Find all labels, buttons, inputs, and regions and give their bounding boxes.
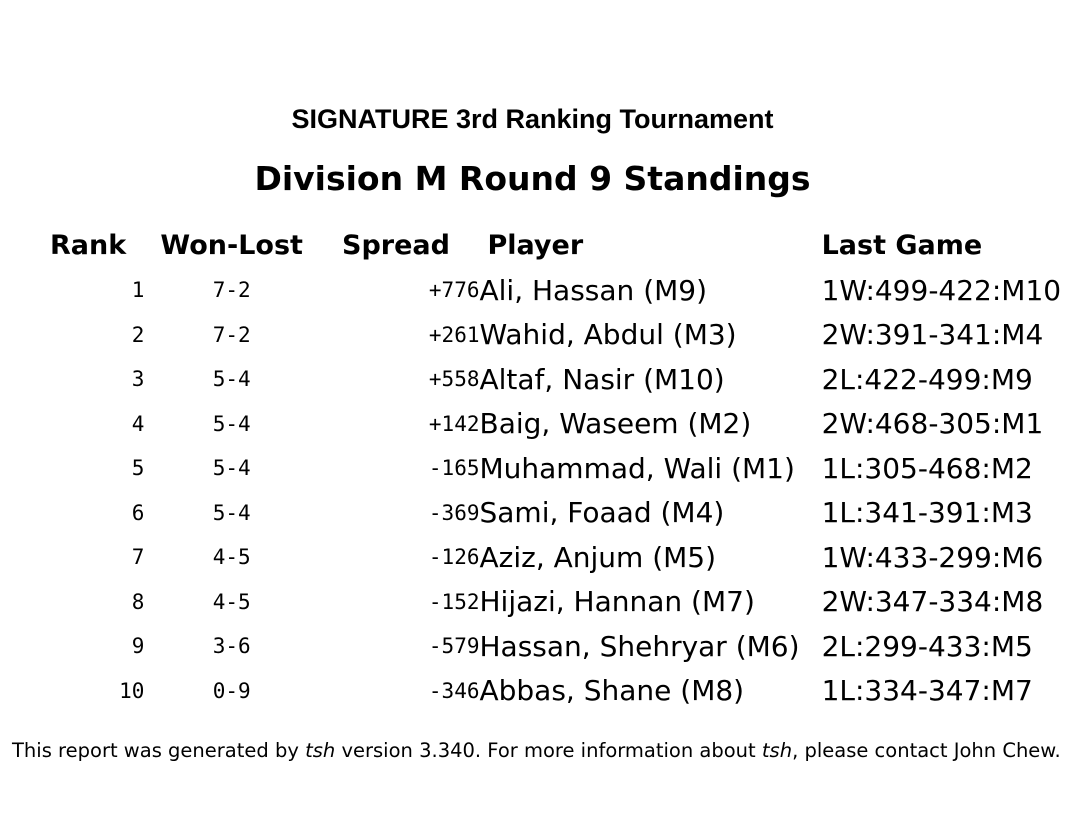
column-header-spread: Spread (342, 229, 450, 261)
footer-text-middle: version 3.340. For more information about (335, 739, 762, 762)
footer-note (12, 738, 1072, 764)
cell-last-game: 2W:347-334:M8 (821, 585, 1044, 619)
cell-player: Aziz, Anjum (M5) (479, 540, 717, 574)
cell-won-lost: 4-5 (212, 545, 251, 570)
cell-won-lost: 5-4 (212, 367, 251, 392)
cell-rank: 10 (119, 678, 145, 703)
cell-spread: +261 (428, 322, 480, 347)
table-row (40, 669, 1080, 714)
table-header-row (40, 222, 1080, 268)
cell-rank: 8 (131, 589, 145, 614)
cell-last-game: 2W:391-341:M4 (821, 318, 1044, 352)
cell-player: Wahid, Abdul (M3) (479, 318, 737, 352)
table-row (40, 313, 1080, 358)
table-row (40, 580, 1080, 625)
table-row (40, 268, 1080, 313)
footer-program-name: tsh (305, 739, 336, 762)
cell-rank: 1 (131, 278, 145, 303)
column-header-last-game: Last Game (821, 229, 983, 261)
cell-rank: 5 (131, 456, 145, 481)
table-row (40, 357, 1080, 402)
footer-text-before: This report was generated by (12, 739, 306, 762)
cell-won-lost: 7-2 (212, 322, 251, 347)
cell-player: Baig, Waseem (M2) (479, 407, 752, 441)
cell-spread: +558 (428, 367, 480, 392)
footer-program-name-second: tsh (761, 739, 793, 762)
cell-won-lost: 0-9 (212, 678, 251, 703)
cell-spread: -579 (428, 634, 480, 659)
cell-last-game: 1L:341-391:M3 (821, 496, 1033, 530)
cell-spread: -346 (428, 678, 480, 703)
cell-spread: -165 (428, 456, 480, 481)
table-row (40, 491, 1080, 536)
cell-player: Hijazi, Hannan (M7) (479, 585, 755, 619)
cell-player: Abbas, Shane (M8) (479, 674, 745, 708)
cell-last-game: 1W:433-299:M6 (821, 540, 1044, 574)
cell-won-lost: 3-6 (212, 634, 251, 659)
column-header-player: Player (487, 229, 584, 261)
cell-won-lost: 5-4 (212, 500, 251, 525)
cell-won-lost: 5-4 (212, 411, 251, 436)
cell-won-lost: 5-4 (212, 456, 251, 481)
page-title: Division M Round 9 Standings (254, 159, 811, 198)
table-row (40, 535, 1080, 580)
cell-won-lost: 4-5 (212, 589, 251, 614)
standings-body (40, 268, 1080, 713)
table-row (40, 624, 1080, 669)
cell-spread: +776 (428, 278, 480, 303)
cell-last-game: 2L:422-499:M9 (821, 362, 1033, 396)
cell-rank: 3 (131, 367, 145, 392)
cell-won-lost: 7-2 (212, 278, 251, 303)
table-row (40, 446, 1080, 491)
column-header-won-lost: Won-Lost (160, 229, 303, 261)
cell-spread: -152 (428, 589, 480, 614)
footer-text-after: , please contact John Chew. (792, 739, 1061, 762)
cell-player: Altaf, Nasir (M10) (479, 362, 725, 396)
cell-player: Sami, Foaad (M4) (479, 496, 725, 530)
cell-rank: 9 (131, 634, 145, 659)
cell-rank: 6 (131, 500, 145, 525)
cell-spread: +142 (428, 411, 480, 436)
table-row (40, 402, 1080, 447)
cell-last-game: 2W:468-305:M1 (821, 407, 1044, 441)
cell-last-game: 1L:305-468:M2 (821, 451, 1033, 485)
cell-player: Muhammad, Wali (M1) (479, 451, 795, 485)
cell-player: Hassan, Shehryar (M6) (479, 629, 800, 663)
cell-rank: 7 (131, 545, 145, 570)
cell-last-game: 2L:299-433:M5 (821, 629, 1033, 663)
cell-rank: 4 (131, 411, 145, 436)
cell-last-game: 1L:334-347:M7 (821, 674, 1033, 708)
cell-spread: -369 (428, 500, 480, 525)
cell-player: Ali, Hassan (M9) (479, 273, 708, 307)
cell-spread: -126 (428, 545, 480, 570)
column-header-rank: Rank (50, 229, 127, 261)
event-title: SIGNATURE 3rd Ranking Tournament (291, 104, 774, 134)
cell-rank: 2 (131, 322, 145, 347)
standings-table (40, 222, 1080, 713)
cell-last-game: 1W:499-422:M10 (821, 273, 1062, 307)
